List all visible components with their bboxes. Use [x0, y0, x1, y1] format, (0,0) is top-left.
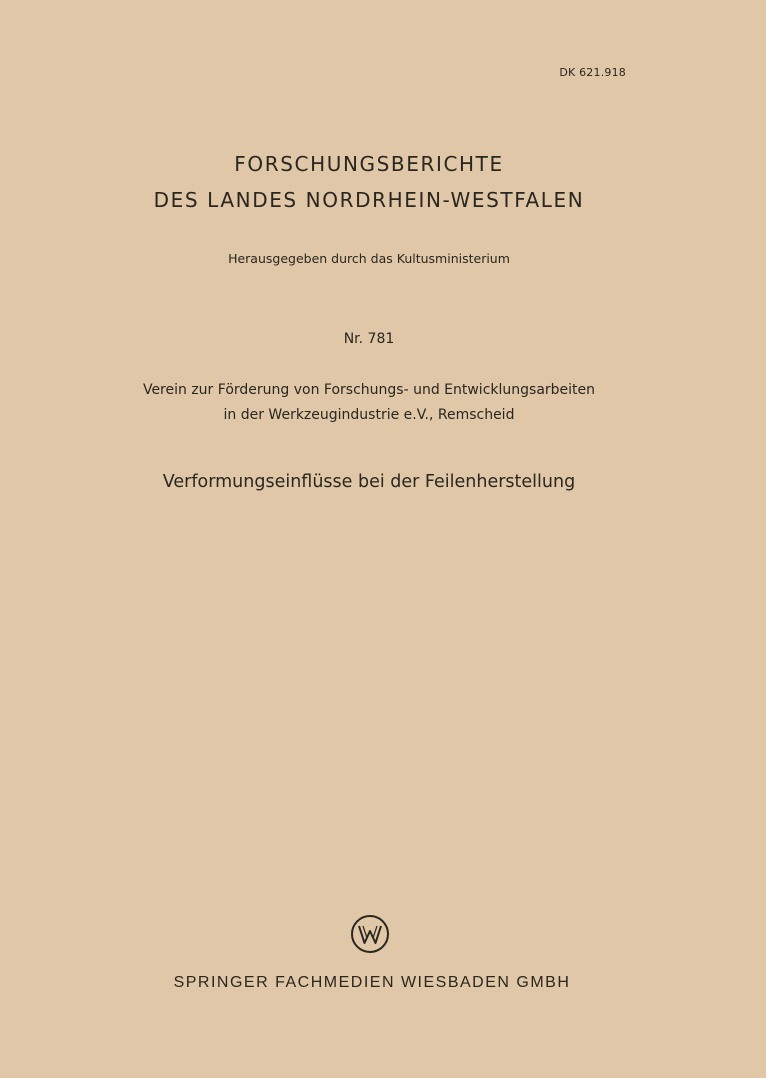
series-title-line-2: DES LANDES NORDRHEIN-WESTFALEN: [153, 188, 585, 212]
author-line-1: Verein zur Förderung von Forschungs- und Entwicklungsarbeiten: [142, 382, 596, 398]
author-line-2: in der Werkzeugindustrie e.V., Remscheid: [223, 407, 515, 423]
publisher-name: SPRINGER FACHMEDIEN WIESBADEN GMBH: [173, 974, 571, 991]
publisher-logo-icon: [350, 914, 390, 954]
editor-note: Herausgegeben durch das Kultusministerium: [228, 251, 510, 266]
classification-code: DK 621.918: [559, 66, 626, 79]
report-number: Nr. 781: [343, 331, 395, 347]
book-title: Verformungseinflüsse bei der Feilenherstellung: [162, 472, 576, 492]
series-title-line-1: FORSCHUNGSBERICHTE: [234, 152, 504, 176]
